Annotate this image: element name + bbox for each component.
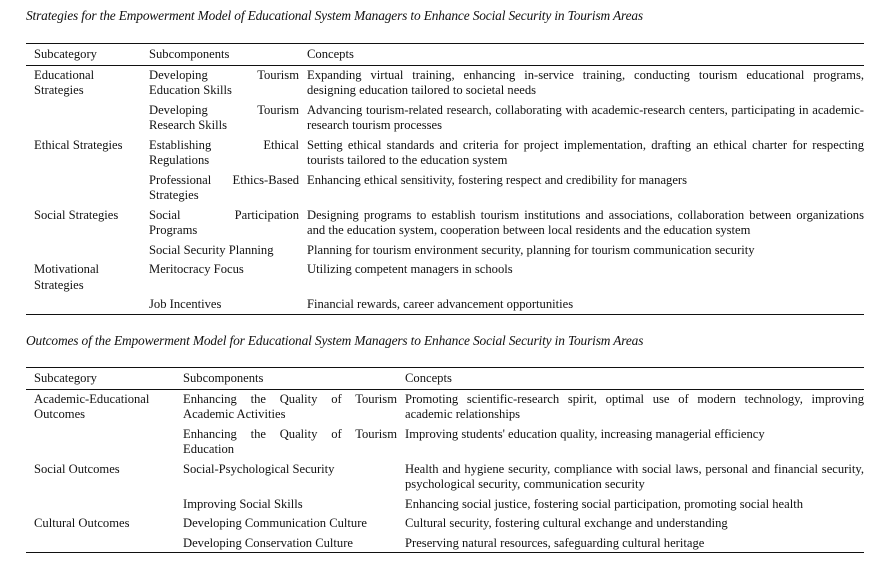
concepts-cell: Enhancing social justice, fostering social participation, promoting social health	[405, 496, 803, 511]
header-concepts: Concepts	[397, 368, 864, 390]
concepts-cell: Utilizing competent managers in schools	[307, 262, 513, 276]
table-row	[26, 241, 864, 261]
strategies-table	[26, 43, 864, 315]
subcomponent-cell: Social Participation Programs	[149, 207, 299, 237]
subcategory-cell	[26, 171, 141, 206]
concepts-cell: Designing programs to establish tourism institutions and associations, collaboration between organizations and the education system, cooperation between local residents and the education system	[307, 207, 864, 237]
subcategory-cell	[26, 295, 141, 314]
subcomponent-cell: Improving Social Skills	[183, 496, 303, 511]
concepts-cell: Planning for tourism environment security, planning for tourism communication security	[307, 242, 755, 257]
subcomponent-cell: Developing Communication Culture	[183, 516, 367, 530]
header-subcategory: Subcategory	[26, 44, 141, 66]
concepts-cell: Financial rewards, career advancement opportunities	[299, 295, 864, 314]
subcategory-cell	[26, 241, 141, 261]
table-row	[26, 101, 864, 136]
concepts-cell: Cultural security, fostering cultural exchange and understanding	[405, 516, 728, 530]
table-row	[26, 260, 864, 295]
table-header-row	[26, 44, 864, 66]
table-row	[26, 460, 864, 495]
header-subcategory: Subcategory	[26, 368, 175, 390]
subcomponent-cell: Developing Tourism Education Skills	[149, 67, 299, 97]
subcomponent-cell: Developing Conservation Culture	[175, 534, 397, 553]
concepts-cell: Health and hygiene security, compliance with social laws, personal and financial security, psychological security, communication security	[405, 461, 864, 491]
header-subcomponents: Subcomponents	[175, 368, 397, 390]
subcategory-cell: Social Strategies	[34, 207, 119, 222]
concepts-cell: Improving students' education quality, increasing managerial efficiency	[405, 426, 765, 441]
concepts-cell: Expanding virtual training, enhancing in-service training, conducting tourism educational programs, designing education tailored to societal needs	[307, 67, 864, 97]
subcomponent-cell: Enhancing the Quality of Tourism Education	[183, 426, 397, 456]
subcomponent-cell: Social-Psychological Security	[183, 461, 335, 476]
table-row	[26, 136, 864, 171]
concepts-cell: Enhancing ethical sensitivity, fostering respect and credibility for managers	[307, 172, 688, 187]
subcomponent-cell: Job Incentives	[141, 295, 299, 314]
subcomponent-cell: Professional Ethics-Based Strategies	[149, 172, 299, 202]
header-subcomponents: Subcomponents	[141, 44, 299, 66]
table-row	[26, 495, 864, 515]
header-concepts: Concepts	[299, 44, 864, 66]
subcomponent-cell: Developing Tourism Research Skills	[149, 102, 299, 132]
table-row	[26, 425, 864, 460]
subcomponent-cell: Meritocracy Focus	[149, 262, 244, 276]
concepts-cell: Setting ethical standards and criteria for project implementation, drafting an ethical charter for respecting tourists tailored to the education system	[307, 137, 864, 167]
table-row	[26, 389, 864, 425]
subcategory-cell	[26, 534, 175, 553]
table-row	[26, 171, 864, 206]
subcomponent-cell: Establishing Ethical Regulations	[149, 137, 299, 167]
table1-caption: Strategies for the Empowerment Model of Educational System Managers to Enhance Social Security in Tourism Areas	[26, 8, 643, 23]
table-row	[26, 514, 864, 534]
concepts-cell: Promoting scientific-research spirit, optimal use of modern technology, improving academic relationships	[405, 391, 864, 421]
subcomponent-cell: Social Security Planning	[149, 242, 274, 257]
subcategory-cell: Motivational Strategies	[34, 262, 100, 292]
subcategory-cell: Ethical Strategies	[34, 137, 123, 152]
subcategory-cell	[26, 495, 175, 515]
subcategory-cell: Social Outcomes	[34, 461, 120, 476]
table-row	[26, 295, 864, 314]
table-row	[26, 65, 864, 101]
outcomes-table	[26, 367, 864, 553]
subcategory-cell	[26, 101, 141, 136]
concepts-cell: Preserving natural resources, safeguarding cultural heritage	[397, 534, 864, 553]
subcategory-cell	[26, 425, 175, 460]
concepts-cell: Advancing tourism-related research, collaborating with academic-research centers, participating in academic-research tourism processes	[307, 102, 864, 132]
subcategory-cell: Educational Strategies	[34, 67, 95, 97]
table-header-row	[26, 368, 864, 390]
subcategory-cell: Academic-Educational Outcomes	[34, 391, 150, 421]
subcomponent-cell: Enhancing the Quality of Tourism Academic Activities	[183, 391, 397, 421]
table-row	[26, 206, 864, 241]
table2-caption: Outcomes of the Empowerment Model for Educational System Managers to Enhance Social Security in Tourism Areas	[26, 333, 644, 348]
subcategory-cell: Cultural Outcomes	[34, 516, 130, 530]
table-row	[26, 534, 864, 553]
